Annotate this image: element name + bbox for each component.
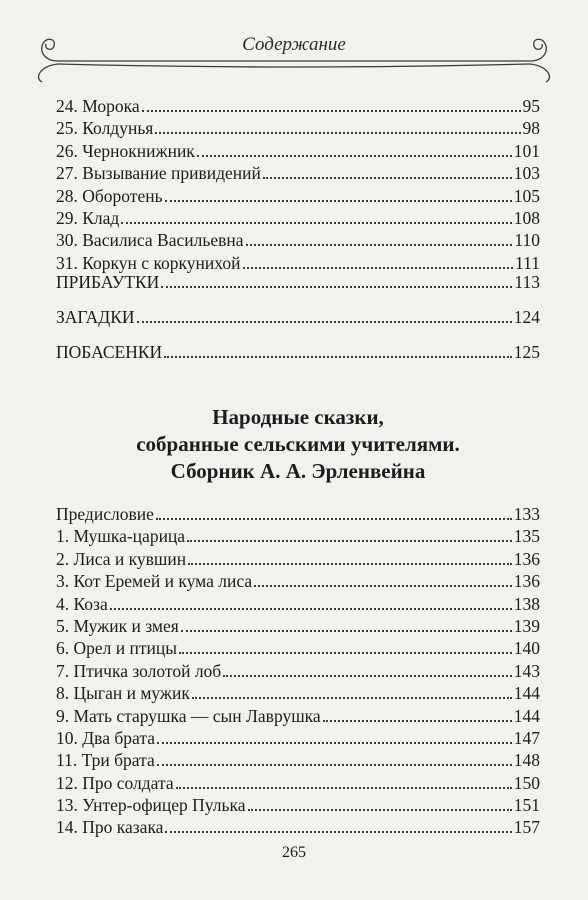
toc-entry: [56, 265, 540, 300]
running-head-title: Содержание: [242, 34, 346, 55]
toc-entry-title: 2. Лиса и кувшин: [56, 548, 187, 569]
dot-leader: [248, 809, 512, 811]
toc-entry-page: 150: [513, 772, 540, 793]
toc-entry: [56, 229, 540, 251]
toc-entry-title: 10. Два брата: [56, 727, 155, 748]
toc-top: [56, 95, 540, 274]
dot-leader: [161, 286, 512, 288]
collection-title-line: собранные сельскими учителями.: [136, 432, 460, 456]
toc-entry-title: 11. Три брата: [56, 750, 155, 771]
toc-entry-page: 125: [513, 342, 540, 362]
toc-entry-title: 25. Колдунья: [56, 118, 154, 139]
toc-entry-page: 133: [513, 504, 540, 524]
toc-entry-title: 4. Коза: [56, 593, 108, 614]
toc-entry-page: 113: [514, 272, 540, 292]
toc-entry-page: 151: [513, 795, 540, 816]
toc-entry-title: ПРИБАУТКИ: [56, 272, 160, 292]
collection-title-line: Сборник А. А. Эрленвейна: [170, 459, 426, 483]
dot-leader: [187, 540, 512, 542]
dot-leader: [142, 110, 521, 112]
toc-entry: [56, 503, 540, 525]
toc-entry-page: 124: [513, 307, 540, 327]
collection-title-line: Народные сказки,: [212, 405, 384, 429]
dot-leader: [223, 675, 512, 677]
toc-entry-page: 105: [513, 185, 540, 206]
collection-title: [56, 404, 540, 485]
toc-entry-page: 157: [513, 817, 540, 838]
toc-entry: [56, 162, 540, 184]
toc-entry-title: 28. Оборотень: [56, 185, 163, 206]
dot-leader: [179, 652, 512, 654]
dot-leader: [157, 742, 512, 744]
toc-entry-title: 8. Цыган и мужик: [56, 683, 190, 704]
toc-entry: [56, 525, 540, 547]
dot-leader: [137, 321, 512, 323]
toc-entry-page: 147: [513, 727, 540, 748]
toc-entry-page: 148: [513, 750, 540, 771]
toc-entry-title: 26. Чернокнижник: [56, 140, 195, 161]
dot-leader: [121, 222, 511, 224]
dot-leader: [246, 244, 513, 246]
toc-entry-page: 135: [513, 526, 540, 547]
toc-entry: [56, 335, 540, 370]
toc-entry-title: ПОБАСЕНКИ: [56, 342, 163, 362]
dot-leader: [156, 518, 512, 520]
toc-entry: [56, 300, 540, 335]
toc-entry-page: 111: [515, 252, 540, 273]
toc-sections: [56, 265, 540, 370]
toc-entry-title: 9. Мать старушка — сын Лаврушка: [56, 705, 321, 726]
toc-entry-title: 27. Вызывание привидений: [56, 163, 261, 184]
toc-entry-title: 1. Мушка-царица: [56, 526, 186, 547]
dot-leader: [254, 585, 512, 587]
toc-entry: [56, 660, 540, 682]
toc-entry: [56, 615, 540, 637]
toc-entry-page: 143: [513, 660, 540, 681]
toc-entry: [56, 749, 540, 771]
toc-entry-page: 108: [513, 207, 540, 228]
toc-entry-title: 13. Унтер-офицер Пулька: [56, 795, 246, 816]
dot-leader: [192, 697, 512, 699]
toc-entry-page: 140: [513, 638, 540, 659]
toc-entry-page: 103: [513, 163, 540, 184]
toc-entry: [56, 95, 540, 117]
toc-entry: [56, 140, 540, 162]
toc-entry-title: 7. Птичка золотой лоб: [56, 660, 222, 681]
toc-entry-title: 29. Клад: [56, 207, 120, 228]
dot-leader: [157, 764, 512, 766]
toc-entry-page: 138: [513, 593, 540, 614]
page-number: 265: [282, 844, 306, 861]
toc-entry: [56, 548, 540, 570]
toc-entry-title: Предисловие: [56, 504, 154, 524]
toc-entry-page: 95: [522, 96, 540, 116]
dot-leader: [323, 720, 512, 722]
dot-leader: [164, 356, 512, 358]
toc-entry-title: 3. Кот Еремей и кума лиса: [56, 571, 253, 592]
toc-entry-page: 139: [513, 615, 540, 636]
toc-entry: [56, 117, 540, 139]
toc-entry: [56, 637, 540, 659]
toc-entry-page: 136: [513, 548, 540, 569]
toc-entry: [56, 207, 540, 229]
toc-entry: [56, 705, 540, 727]
toc-entry-title: 31. Коркун с коркунихой: [56, 252, 241, 273]
dot-leader: [176, 787, 512, 789]
toc-entry: [56, 794, 540, 816]
toc-bottom: [56, 503, 540, 839]
toc-entry-page: 110: [514, 230, 540, 251]
toc-entry-page: 144: [513, 705, 540, 726]
dot-leader: [110, 608, 512, 610]
toc-entry-title: 5. Мужик и змея: [56, 615, 179, 636]
dot-leader: [188, 563, 512, 565]
toc-entry-page: 98: [522, 118, 540, 139]
toc-entry: [56, 185, 540, 207]
toc-entry: [56, 727, 540, 749]
toc-entry: [56, 772, 540, 794]
toc-entry-title: 6. Орел и птицы: [56, 638, 178, 659]
dot-leader: [155, 132, 520, 134]
dot-leader: [181, 630, 512, 632]
dot-leader: [165, 200, 512, 202]
toc-entry-title: 24. Морока: [56, 96, 140, 116]
toc-entry-title: ЗАГАДКИ: [56, 307, 135, 327]
dot-leader: [263, 177, 512, 179]
toc-entry-title: 12. Про солдата: [56, 772, 174, 793]
toc-entry-page: 101: [513, 140, 540, 161]
dot-leader: [165, 831, 511, 833]
toc-entry-title: 14. Про казака: [56, 817, 164, 838]
toc-entry: [56, 570, 540, 592]
toc-entry-page: 136: [513, 571, 540, 592]
toc-entry: [56, 593, 540, 615]
toc-entry: [56, 816, 540, 838]
running-header: [30, 30, 558, 86]
dot-leader: [197, 155, 512, 157]
toc-entry-title: 30. Василиса Васильевна: [56, 230, 244, 251]
toc-entry-page: 144: [513, 683, 540, 704]
toc-entry: [56, 682, 540, 704]
